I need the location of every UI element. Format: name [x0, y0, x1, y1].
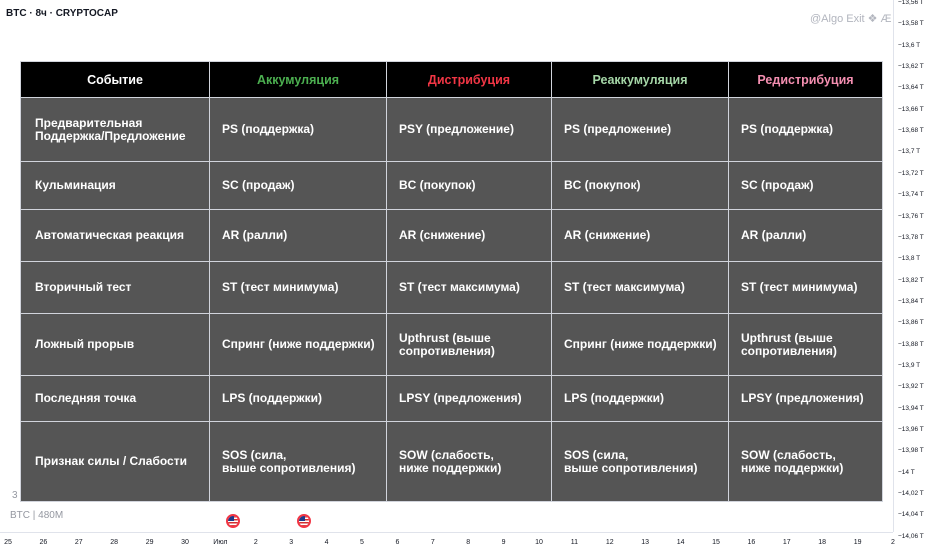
time-scale-label: 28: [110, 539, 119, 546]
event-name-cell: Кульминация: [21, 162, 210, 210]
price-scale[interactable]: [893, 0, 932, 540]
author-watermark: @Algo Exit ❖ Æ: [810, 13, 892, 25]
table-cell: PS (предложение): [552, 98, 729, 162]
table-cell: ST (тест минимума): [210, 262, 387, 314]
time-scale-label: 10: [535, 539, 543, 546]
price-scale-label: −13,78 T: [898, 233, 924, 241]
event-name-cell: Вторичный тест: [21, 262, 210, 314]
time-scale-label: 8: [466, 539, 471, 546]
price-scale-label: −13,58 T: [898, 20, 924, 28]
price-scale-label: −13,7 T: [898, 148, 921, 156]
time-scale-label: 2: [891, 539, 895, 546]
table-cell: LPS (поддержки): [210, 376, 387, 422]
table-cell: ST (тест максимума): [387, 262, 552, 314]
us-flag-event-icon[interactable]: [297, 514, 311, 528]
price-scale-label: −13,84 T: [898, 297, 924, 305]
time-scale-label: 6: [395, 539, 400, 546]
time-scale-label: 5: [360, 539, 364, 546]
header-reaccumulation: Реаккумуляция: [552, 62, 729, 98]
event-name-cell: Последняя точка: [21, 376, 210, 422]
table-cell: Спринг (ниже поддержки): [552, 314, 729, 376]
time-scale-label: 16: [747, 539, 756, 546]
price-scale-label: −13,92 T: [898, 383, 924, 391]
price-scale-label: −13,98 T: [898, 447, 924, 455]
time-scale-label: 30: [181, 539, 189, 546]
time-scale-label: 9: [501, 539, 506, 546]
table-cell: PSY (предложение): [387, 98, 552, 162]
price-scale-label: −13,8 T: [898, 255, 921, 263]
time-scale-label: 29: [145, 539, 154, 546]
price-scale-label: −13,76 T: [898, 212, 924, 220]
header-redistribution: Редистрибуция: [729, 62, 883, 98]
table-cell: SC (продаж): [729, 162, 883, 210]
event-name-cell: Автоматическая реакция: [21, 210, 210, 262]
price-scale-label: −13,94 T: [898, 404, 924, 412]
table-cell: LPSY (предложения): [729, 376, 883, 422]
table-row: [21, 98, 883, 162]
price-scale-label: −13,88 T: [898, 340, 924, 348]
time-scale-label: 15: [712, 539, 720, 546]
time-scale-label: Июл: [213, 539, 228, 546]
table-cell: SC (продаж): [210, 162, 387, 210]
price-scale-label: −13,56 T: [898, 0, 924, 6]
price-scale-label: −14,02 T: [898, 490, 924, 498]
table-cell: PS (поддержка): [210, 98, 387, 162]
time-scale[interactable]: [0, 532, 893, 551]
event-name-cell: Предварительная Поддержка/Предложение: [21, 98, 210, 162]
table-cell: AR (ралли): [729, 210, 883, 262]
wyckoff-events-table: [20, 61, 883, 502]
table-cell: AR (снижение): [552, 210, 729, 262]
table-cell: PS (поддержка): [729, 98, 883, 162]
table-cell: LPSY (предложения): [387, 376, 552, 422]
table-cell: AR (снижение): [387, 210, 552, 262]
table-cell: AR (ралли): [210, 210, 387, 262]
time-scale-label: 19: [853, 539, 862, 546]
table-cell: Upthrust (выше сопротивления): [729, 314, 883, 376]
price-scale-label: −13,66 T: [898, 105, 924, 113]
volume-legend: BTC | 480M: [10, 510, 64, 521]
event-name-cell: Ложный прорыв: [21, 314, 210, 376]
price-scale-label: −13,62 T: [898, 63, 924, 71]
price-scale-label: −13,9 T: [898, 361, 921, 369]
price-scale-label: −13,82 T: [898, 276, 924, 284]
us-flag-event-icon[interactable]: [226, 514, 240, 528]
time-scale-label: 27: [74, 539, 83, 546]
table-cell: LPS (поддержки): [552, 376, 729, 422]
table-cell: SOS (сила, выше сопротивления): [552, 422, 729, 502]
table-cell: BC (покупок): [552, 162, 729, 210]
time-scale-label: 25: [4, 539, 12, 546]
table-cell: SOW (слабость, ниже поддержки): [387, 422, 552, 502]
time-scale-label: 14: [676, 539, 685, 546]
time-scale-label: 3: [289, 539, 294, 546]
time-scale-label: 12: [605, 539, 614, 546]
time-scale-label: 11: [570, 539, 579, 546]
table-cell: Спринг (ниже поддержки): [210, 314, 387, 376]
table-row: [21, 162, 883, 210]
price-scale-label: −14,06 T: [898, 532, 924, 540]
table-cell: ST (тест максимума): [552, 262, 729, 314]
time-scale-label: 18: [818, 539, 827, 546]
event-name-cell: Признак силы / Слабости: [21, 422, 210, 502]
time-scale-label: 13: [641, 539, 650, 546]
table-cell: BC (покупок): [387, 162, 552, 210]
price-scale-label: −13,64 T: [898, 84, 924, 92]
time-scale-label: 2: [253, 539, 258, 546]
time-scale-label: 17: [782, 539, 791, 546]
time-scale-label: 4: [324, 539, 329, 546]
table-cell: SOS (сила, выше сопротивления): [210, 422, 387, 502]
table-cell: SOW (слабость, ниже поддержки): [729, 422, 883, 502]
time-scale-label: 26: [39, 539, 48, 546]
price-scale-label: −14,04 T: [898, 511, 924, 519]
chart-symbol-title[interactable]: BTC · 8ч · CRYPTOCAP: [6, 8, 118, 19]
price-scale-label: −13,74 T: [898, 191, 924, 199]
table-row: [21, 210, 883, 262]
table-row: [21, 422, 883, 502]
table-row: [21, 262, 883, 314]
price-scale-label: −13,6 T: [898, 41, 921, 49]
price-scale-label: −14 T: [898, 468, 915, 476]
header-distribution: Дистрибуция: [387, 62, 552, 98]
table-header-row: [21, 62, 883, 98]
price-scale-label: −13,86 T: [898, 319, 924, 327]
table-row: [21, 376, 883, 422]
time-scale-label: 7: [430, 539, 435, 546]
price-scale-label: −13,68 T: [898, 127, 924, 135]
header-accumulation: Аккумуляция: [210, 62, 387, 98]
price-scale-label: −13,72 T: [898, 169, 924, 177]
table-cell: ST (тест минимума): [729, 262, 883, 314]
table-cell: Upthrust (выше сопротивления): [387, 314, 552, 376]
header-event: Событие: [21, 62, 210, 98]
price-scale-label: −13,96 T: [898, 426, 924, 433]
left-edge-digit: 3: [12, 490, 18, 501]
table-row: [21, 314, 883, 376]
